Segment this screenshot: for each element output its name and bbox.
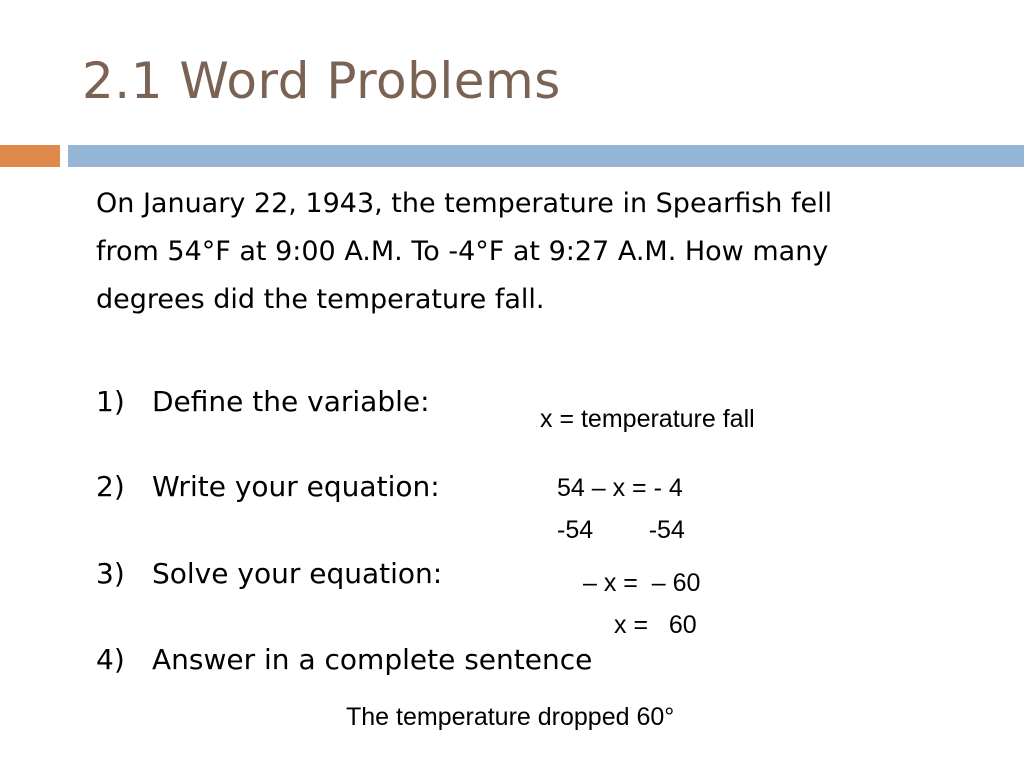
step-1: [96, 385, 430, 418]
solve-step-1: – x = – 60: [583, 569, 701, 597]
slide-title: 2.1 Word Problems: [82, 52, 561, 110]
variable-definition: x = temperature fall: [540, 405, 755, 433]
subtract-line: -54 -54: [557, 516, 685, 544]
step-text: Write your equation:: [152, 470, 440, 503]
step-number: 2): [96, 470, 125, 503]
problem-text: On January 22, 1943, the temperature in Spearfish fell from 54°F at 9:00 A.M. To -4°F at 9:27 A.M. How many degrees did the temperature fall.: [96, 188, 833, 315]
step-3: [96, 557, 442, 590]
equation-line: 54 – x = - 4: [557, 474, 683, 502]
answer-sentence: The temperature dropped 60°: [346, 703, 675, 731]
step-text: Define the variable:: [152, 385, 430, 418]
accent-bar-blue: [68, 145, 1024, 167]
step-2: [96, 470, 440, 503]
step-number: 1): [96, 385, 125, 418]
accent-bar-orange: [0, 145, 60, 167]
step-text: Solve your equation:: [152, 557, 443, 590]
step-text: Answer in a complete sentence: [152, 643, 593, 676]
step-number: 3): [96, 557, 125, 590]
step-4: [96, 643, 592, 676]
solve-step-2: x = 60: [614, 611, 697, 639]
step-number: 4): [96, 643, 125, 676]
